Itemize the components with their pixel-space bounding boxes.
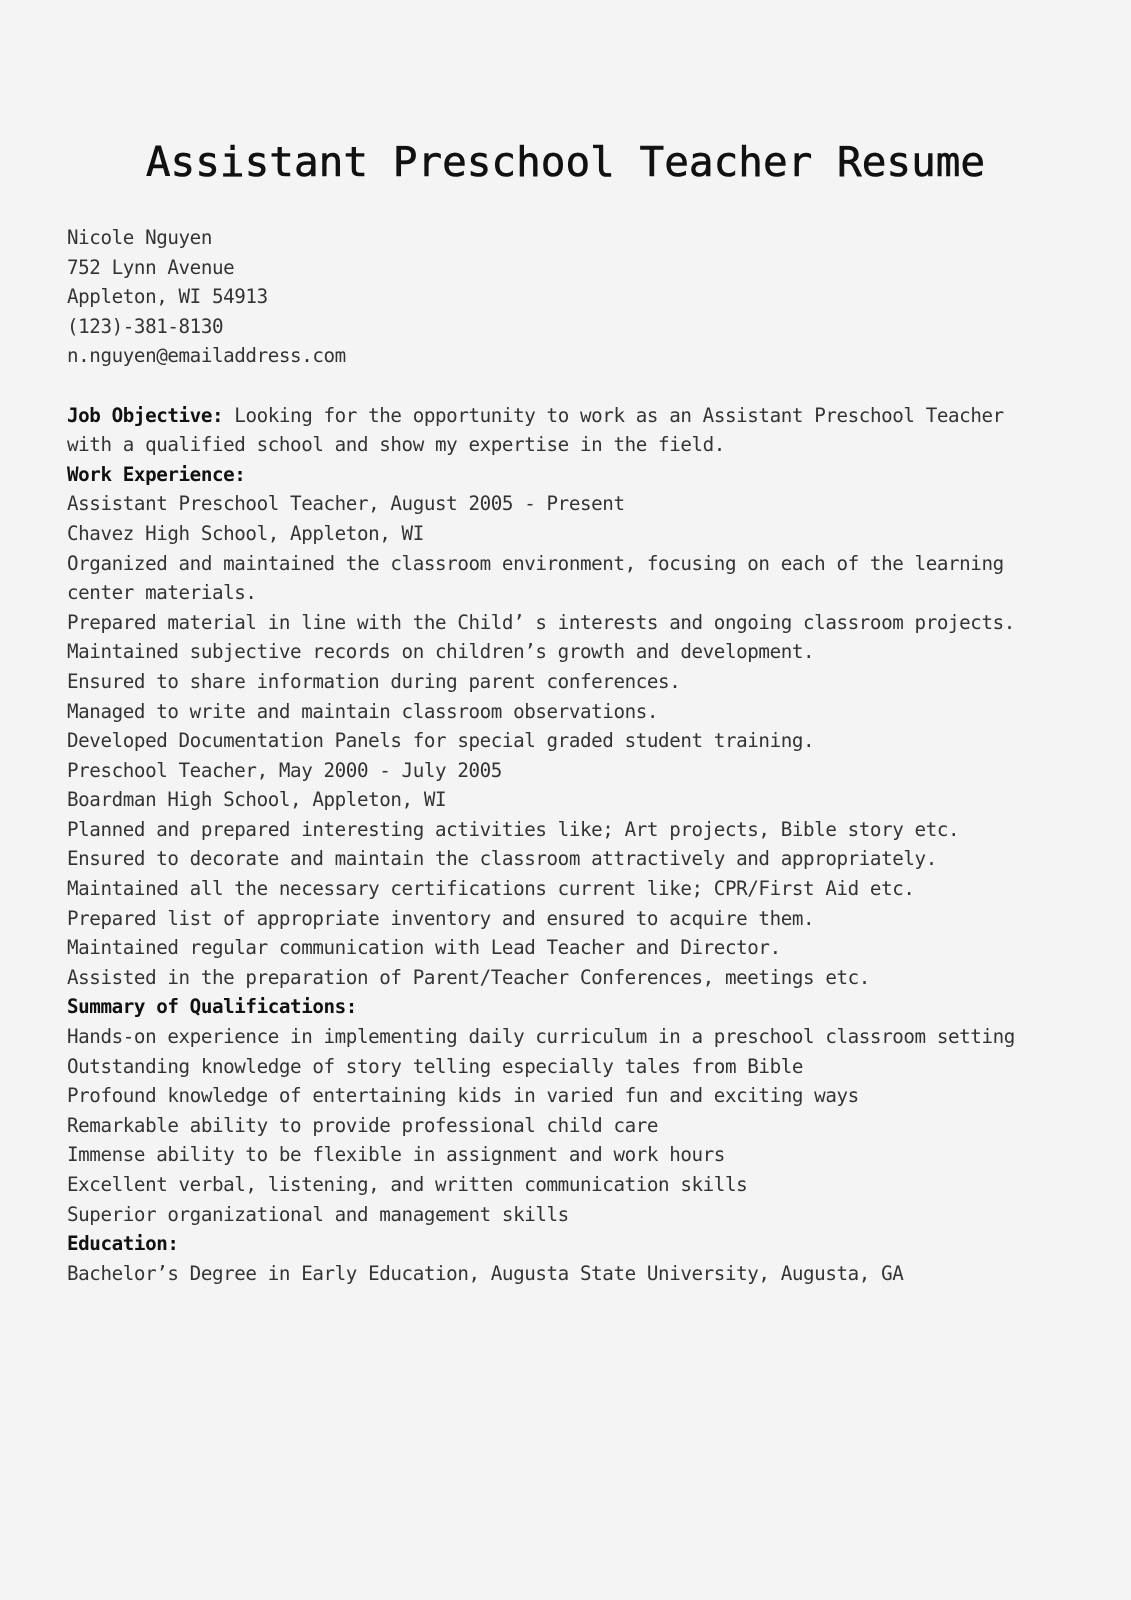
resume-body (67, 223, 1067, 1288)
job-title: Preschool Teacher, May 2000 - July 2005 (67, 758, 502, 782)
qualification-item: Superior organizational and management skills (67, 1202, 569, 1226)
job-duty: Planned and prepared interesting activities like; Art projects, Bible story etc. (67, 817, 960, 841)
qualifications-heading: Summary of Qualifications: (67, 995, 357, 1019)
objective-text: Looking for the opportunity to work as an Assistant Preschool Teacher with a qualified school and show my expertise in the field. (67, 403, 1004, 457)
job-duty: Organized and maintained the classroom environment, focusing on each of the learning center materials. (67, 551, 1004, 605)
job-duty: Maintained subjective records on children’s growth and development. (67, 640, 815, 664)
contact-phone: (123)-381-8130 (67, 314, 224, 338)
qualification-item: Remarkable ability to provide professional child care (67, 1113, 659, 1137)
contact-street: 752 Lynn Avenue (67, 255, 235, 279)
qualification-item: Profound knowledge of entertaining kids in varied fun and exciting ways (67, 1084, 859, 1108)
qualification-item: Immense ability to be flexible in assignment and work hours (67, 1143, 725, 1167)
job-duty: Ensured to decorate and maintain the classroom attractively and appropriately. (67, 847, 937, 871)
job-employer: Chavez High School, Appleton, WI (67, 521, 424, 545)
education-item: Bachelor’s Degree in Early Education, Augusta State University, Augusta, GA (67, 1261, 904, 1285)
job-duty: Developed Documentation Panels for special graded student training. (67, 729, 815, 753)
job-title: Assistant Preschool Teacher, August 2005 - Present (67, 492, 625, 516)
job-duty: Managed to write and maintain classroom observations. (67, 699, 659, 723)
job-duty: Ensured to share information during parent conferences. (67, 669, 681, 693)
work-heading: Work Experience: (67, 462, 246, 486)
education-heading: Education: (67, 1232, 179, 1256)
qualification-item: Hands-on experience in implementing daily curriculum in a preschool classroom setting (67, 1025, 1015, 1049)
job-employer: Boardman High School, Appleton, WI (67, 788, 447, 812)
contact-city: Appleton, WI 54913 (67, 285, 268, 309)
job-duty: Maintained regular communication with Lead Teacher and Director. (67, 936, 781, 960)
contact-email: n.nguyen@emailaddress.com (67, 344, 346, 368)
job-duty: Maintained all the necessary certifications current like; CPR/First Aid etc. (67, 877, 915, 901)
qualification-item: Excellent verbal, listening, and written communication skills (67, 1173, 748, 1196)
objective-heading: Job Objective: (67, 403, 224, 427)
qualification-item: Outstanding knowledge of story telling especially tales from Bible (67, 1054, 804, 1078)
page-title: Assistant Preschool Teacher Resume (145, 138, 986, 186)
job-duty: Prepared material in line with the Child’ s interests and ongoing classroom projects. (67, 610, 1015, 634)
job-duty: Prepared list of appropriate inventory and ensured to acquire them. (67, 906, 815, 930)
job-objective (67, 401, 1057, 460)
job-duty: Assisted in the preparation of Parent/Teacher Conferences, meetings etc. (67, 965, 870, 989)
spacer (67, 371, 1067, 401)
contact-name: Nicole Nguyen (67, 226, 212, 249)
